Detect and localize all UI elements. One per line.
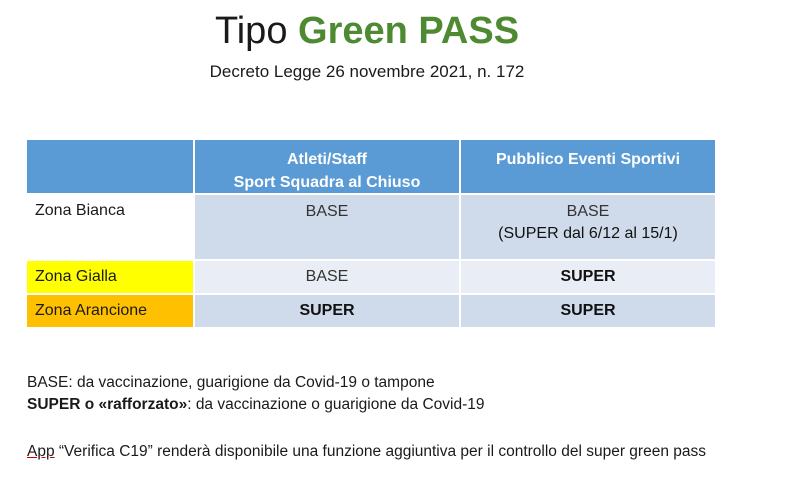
cell-value: SUPER — [460, 260, 716, 294]
app-rest: “Verifica C19” renderà disponibile una funzione aggiuntiva per il controllo del super green pass — [54, 443, 706, 460]
cell-value: SUPER — [460, 294, 716, 328]
table-row — [26, 260, 716, 294]
base-note — [27, 372, 484, 394]
header-pubblico-eventi — [460, 139, 716, 194]
zone-label: Zona Arancione — [26, 294, 194, 328]
header-col2: Pubblico Eventi Sportivi — [495, 151, 681, 168]
base-term: BASE — [27, 374, 69, 391]
cell-value: BASE — [194, 194, 460, 260]
title-highlight: Green PASS — [298, 10, 520, 52]
cell-note: (SUPER dal 6/12 al 15/1) — [498, 225, 678, 242]
header-atleti-staff — [194, 139, 460, 194]
table-row — [26, 194, 716, 260]
app-word: App — [27, 443, 55, 460]
legend-notes — [27, 372, 484, 416]
header-col1-line1: Atleti/Staff — [287, 151, 367, 168]
app-note — [27, 441, 706, 463]
super-desc: : da vaccinazione o guarigione da Covid-19 — [187, 396, 485, 413]
cell-value — [460, 194, 716, 260]
cell-value: SUPER — [194, 294, 460, 328]
cell-main-value: BASE — [566, 203, 610, 220]
title-prefix: Tipo — [214, 10, 288, 52]
zone-label: Zona Bianca — [26, 194, 194, 260]
page-title — [0, 6, 734, 56]
zone-label: Zona Gialla — [26, 260, 194, 294]
cell-value: BASE — [194, 260, 460, 294]
header-col1-line2: Sport Squadra al Chiuso — [233, 174, 421, 191]
base-desc: : da vaccinazione, guarigione da Covid-19 o tampone — [68, 374, 435, 391]
page-subtitle: Decreto Legge 26 novembre 2021, n. 172 — [209, 62, 525, 81]
table-row — [26, 294, 716, 328]
header-empty-cell — [26, 139, 194, 194]
super-note — [27, 394, 484, 416]
green-pass-table — [25, 138, 717, 329]
table-header-row — [26, 139, 716, 194]
super-term: SUPER o «rafforzato» — [27, 396, 188, 413]
